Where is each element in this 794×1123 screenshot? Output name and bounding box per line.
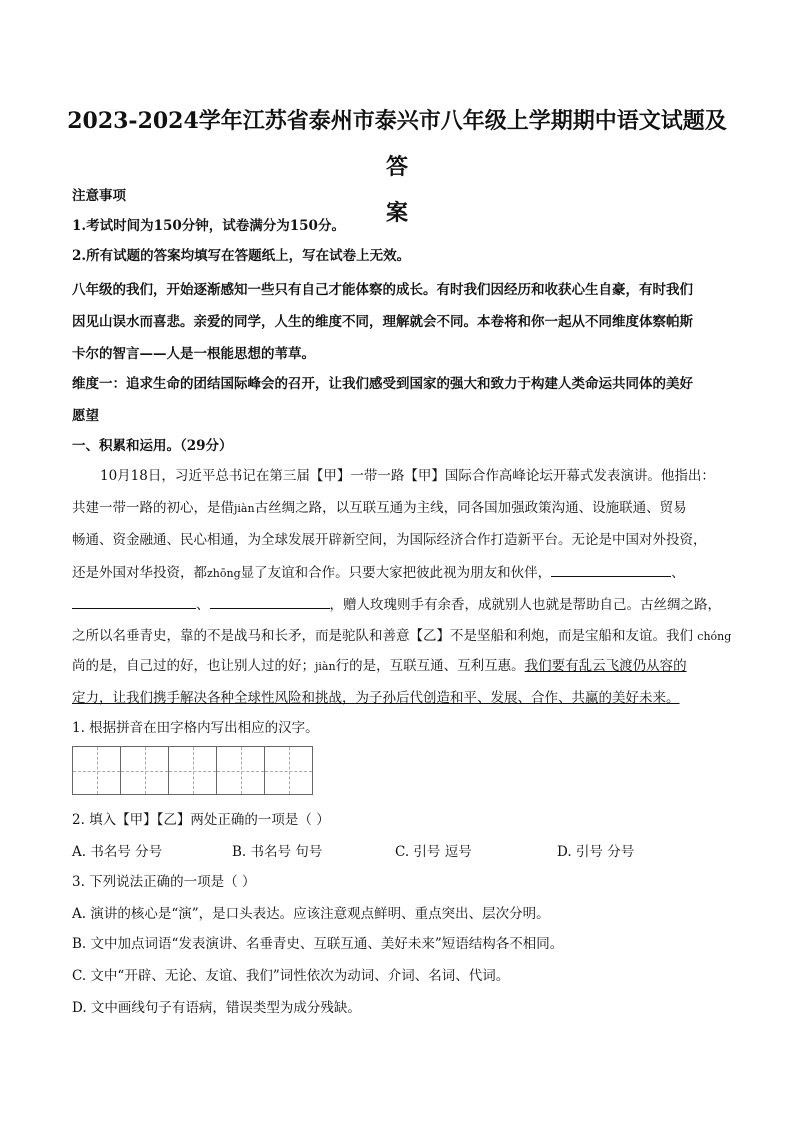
notice-item-1: 1.考试时间为150分钟，试卷满分为150分。 — [72, 218, 345, 234]
intro-line-3: 卡尔的智言——人是一根能思想的苇草。 — [72, 346, 315, 362]
q3-option-d[interactable]: D. 文中画线句子有语病，错误类型为成分残缺。 — [72, 1000, 361, 1016]
passage-line-4 — [72, 562, 722, 584]
question-1: 1. 根据拼音在田字格内写出相应的汉字。 — [72, 720, 319, 736]
notice-item-2: 2.所有试题的答案均填写在答题纸上，写在试卷上无效。 — [72, 248, 411, 264]
passage-line-8: 定力，让我们携手解决各种全球性风险和挑战，为子孙后代创造和平、发展、合作、共赢的美好未来。 — [72, 690, 680, 706]
passage-text: 共建一带一路的初心，是借 — [72, 500, 234, 516]
underlined-sentence: 我们要有乱云飞渡仍从容的 — [524, 658, 687, 674]
tianzige-cell[interactable] — [216, 746, 265, 795]
tianzige-cell[interactable] — [168, 746, 217, 795]
question-3: 3. 下列说法正确的一项是（ ） — [72, 874, 256, 890]
dimension-line-2: 愿望 — [72, 408, 99, 424]
tianzige-cell[interactable] — [264, 746, 313, 795]
q3-option-a[interactable]: A. 演讲的核心是“演”，是口头表达。应该注意观点鲜明、重点突出、层次分明。 — [72, 906, 550, 922]
q2-option-d[interactable]: D. 引号 分号 — [557, 844, 635, 860]
passage-line-5 — [72, 594, 722, 615]
q3-option-b[interactable]: B. 文中加点词语“发表演讲、名垂青史、互联互通、美好未来”短语结构各不相同。 — [72, 936, 564, 952]
passage-text: ，赠人玫瑰则手有余香，成就别人也就是帮助自己。古丝绸之路， — [329, 597, 721, 613]
pinyin-hint: chóng — [697, 630, 732, 643]
passage-line-7 — [72, 656, 722, 677]
q2-option-a[interactable]: A. 书名号 分号 — [72, 844, 163, 860]
fill-blank-2[interactable] — [72, 594, 196, 609]
passage-line-2 — [72, 498, 722, 519]
passage-text: 还是外国对华投资，都 — [72, 565, 207, 581]
tianzige-grid — [72, 746, 312, 795]
passage-text: 行的是，互联互通、互利互惠。 — [335, 658, 525, 674]
dimension-line-1: 维度一：追求生命的团结国际峰会的召开，让我们感受到国家的强大和致力于构建人类命运共同体的美好 — [72, 376, 693, 392]
fill-blank-1[interactable] — [551, 562, 671, 577]
question-2: 2. 填入【甲】【乙】两处正确的一项是（ ） — [72, 812, 330, 828]
title-line-1: 2023-2024学年江苏省泰州市泰兴市八年级上学期期中语文试题及答 — [67, 108, 727, 180]
passage-line-6 — [72, 626, 732, 647]
passage-text: 之所以名垂青史，靠的不是战马和长矛，而是驼队和善意【乙】不是坚船和利炮，而是宝船和友谊。我们 — [72, 628, 693, 644]
passage-text: 古丝绸之路，以互联互通为主线，同各国加强政策沟通、设施联通、贸易 — [254, 500, 687, 516]
passage-line-3: 畅通、资金融通、民心相通，为全球发展开辟新空间，为国际经济合作打造新平台。无论是中国对外投资， — [72, 532, 707, 548]
q3-option-c[interactable]: C. 文中“开辟、无论、友谊、我们”词性依次为动词、介词、名词、代词。 — [72, 968, 510, 984]
passage-text: 、 — [196, 597, 210, 613]
tianzige-cell[interactable] — [120, 746, 169, 795]
fill-blank-3[interactable] — [210, 594, 330, 609]
pinyin-hint: jiàn — [234, 502, 255, 515]
passage-line-1: 10月18日，习近平总书记在第三届【甲】一带一路【甲】国际合作高峰论坛开幕式发表演讲。他指出： — [100, 468, 715, 484]
tianzige-cell[interactable] — [72, 746, 121, 795]
pinyin-hint: jiàn — [315, 660, 336, 673]
intro-line-2: 因见山误水而喜悲。亲爱的同学，人生的维度不同，理解就会不同。本卷将和你一起从不同维度体察帕斯 — [72, 314, 693, 330]
pinyin-hint: zhōng — [207, 567, 241, 580]
q2-option-c[interactable]: C. 引号 逗号 — [395, 844, 472, 860]
q2-option-b[interactable]: B. 书名号 句号 — [232, 844, 323, 860]
title-line-2: 案 — [385, 200, 408, 226]
passage-text: 尚的是，自己过的好，也让别人过的好； — [72, 658, 315, 674]
section-heading: 一、积累和运用。（29分） — [72, 438, 233, 454]
notice-header: 注意事项 — [72, 188, 126, 204]
passage-text: 显了友谊和合作。只要大家把彼此视为朋友和伙伴， — [240, 565, 552, 581]
intro-line-1: 八年级的我们，开始逐渐感知一些只有自己才能体察的成长。有时我们因经历和收获心生自豪，有时我们 — [72, 282, 693, 298]
passage-text: 、 — [671, 565, 685, 581]
